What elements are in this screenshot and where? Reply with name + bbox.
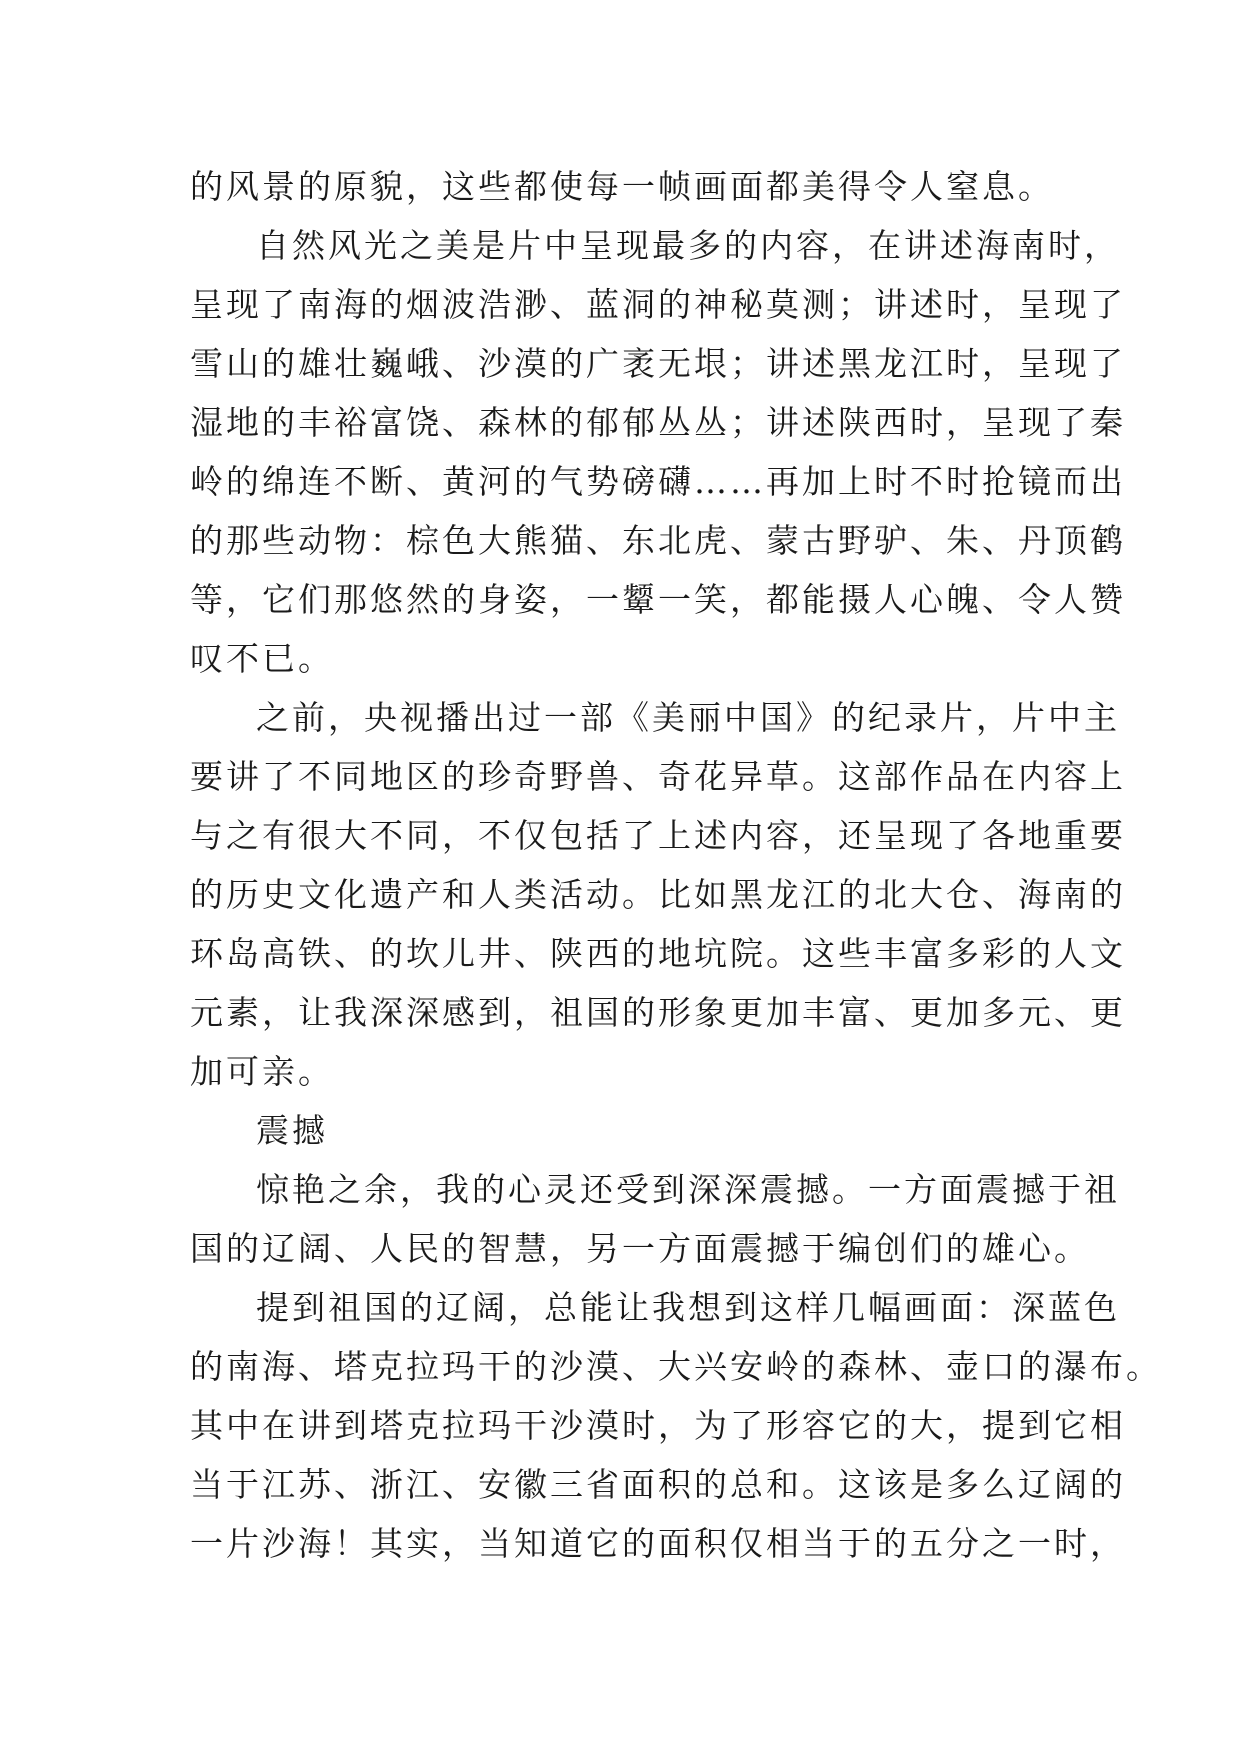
paragraph-start-line: 提到祖国的辽阔，总能让我想到这样几幅画面：深蓝色: [256, 1288, 1120, 1327]
text-line: 岭的绵连不断、黄河的气势磅礴……再加上时不时抢镜而出: [190, 462, 1126, 501]
text-line: 的南海、塔克拉玛干的沙漠、大兴安岭的森林、壶口的瀑布。: [190, 1347, 1162, 1386]
text-line: 与之有很大不同，不仅包括了上述内容，还呈现了各地重要: [190, 816, 1126, 855]
paragraph-start-line: 惊艳之余，我的心灵还受到深深震撼。一方面震撼于祖: [256, 1170, 1120, 1209]
text-line: 等，它们那悠然的身姿，一颦一笑，都能摄人心魄、令人赞: [190, 580, 1126, 619]
text-line: 的风景的原貌，这些都使每一帧画面都美得令人窒息。: [190, 167, 1054, 206]
text-line: 叹不已。: [190, 639, 334, 678]
text-line: 的那些动物：棕色大熊猫、东北虎、蒙古野驴、朱、丹顶鹤: [190, 521, 1126, 560]
paragraph-start-line: 之前，央视播出过一部《美丽中国》的纪录片，片中主: [256, 698, 1120, 737]
text-line: 湿地的丰裕富饶、森林的郁郁丛丛；讲述陕西时，呈现了秦: [190, 403, 1126, 442]
text-line: 加可亲。: [190, 1052, 334, 1091]
text-line: 环岛高铁、的坎儿井、陕西的地坑院。这些丰富多彩的人文: [190, 934, 1126, 973]
paragraph-start-line: 自然风光之美是片中呈现最多的内容，在讲述海南时，: [256, 226, 1120, 265]
text-line: 雪山的雄壮巍峨、沙漠的广袤无垠；讲述黑龙江时，呈现了: [190, 344, 1126, 383]
text-line: 当于江苏、浙江、安徽三省面积的总和。这该是多么辽阔的: [190, 1465, 1126, 1504]
text-line: 呈现了南海的烟波浩渺、蓝洞的神秘莫测；讲述时，呈现了: [190, 285, 1126, 324]
section-heading: 震撼: [256, 1111, 328, 1150]
text-line: 其中在讲到塔克拉玛干沙漠时，为了形容它的大，提到它相: [190, 1406, 1126, 1445]
text-line: 国的辽阔、人民的智慧，另一方面震撼于编创们的雄心。: [190, 1229, 1090, 1268]
text-line: 要讲了不同地区的珍奇野兽、奇花异草。这部作品在内容上: [190, 757, 1126, 796]
text-line: 一片沙海！其实，当知道它的面积仅相当于的五分之一时，: [190, 1524, 1126, 1563]
text-line: 的历史文化遗产和人类活动。比如黑龙江的北大仓、海南的: [190, 875, 1126, 914]
text-line: 元素，让我深深感到，祖国的形象更加丰富、更加多元、更: [190, 993, 1126, 1032]
